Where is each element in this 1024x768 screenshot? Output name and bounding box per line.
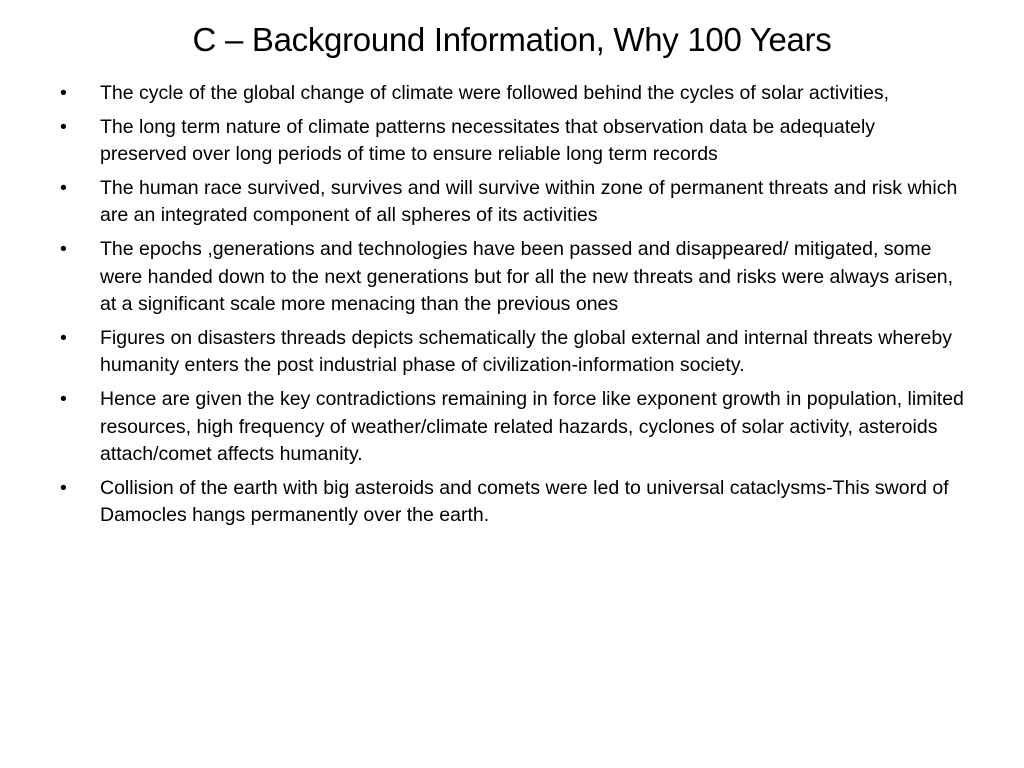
bullet-text: Figures on disasters threads depicts schematically the global external and internal threats whereby humanity enters the post industrial phase of civilization-information society. <box>100 326 952 377</box>
bullet-icon: • <box>60 387 67 410</box>
bullet-icon: • <box>60 115 67 138</box>
bullet-icon: • <box>60 176 67 199</box>
bullet-item <box>60 114 964 169</box>
bullet-icon: • <box>60 476 67 499</box>
bullet-list <box>60 80 964 536</box>
bullet-text: The epochs ,generations and technologies have been passed and disappeared/ mitigated, some were handed down to the next generations but for all the new threats and risks were always arisen, at a significant scale more menacing than the previous ones <box>100 237 954 316</box>
bullet-text: The cycle of the global change of climate were followed behind the cycles of solar activities, <box>100 82 890 104</box>
bullet-text: The human race survived, survives and will survive within zone of permanent threats and risk which are an integrated component of all spheres of its activities <box>100 176 958 227</box>
bullet-text: The long term nature of climate patterns necessitates that observation data be adequately preserved over long periods of time to ensure reliable long term records <box>100 115 876 166</box>
bullet-item <box>60 236 964 319</box>
slide-title: C – Background Information, Why 100 Years <box>192 21 832 58</box>
bullet-text: Collision of the earth with big asteroids and comets were led to universal cataclysms-This sword of Damocles hangs permanently over the earth. <box>100 476 949 527</box>
bullet-item <box>60 475 964 530</box>
bullet-item <box>60 386 964 469</box>
bullet-icon: • <box>60 326 67 349</box>
bullet-icon: • <box>60 237 67 260</box>
bullet-item <box>60 325 964 380</box>
bullet-item <box>60 80 964 108</box>
bullet-text: Hence are given the key contradictions remaining in force like exponent growth in population, limited resources, high frequency of weather/climate related hazards, cyclones of solar activity, asteroids attach/comet affects humanity. <box>100 387 964 466</box>
bullet-icon: • <box>60 82 67 104</box>
bullet-item <box>60 175 964 230</box>
